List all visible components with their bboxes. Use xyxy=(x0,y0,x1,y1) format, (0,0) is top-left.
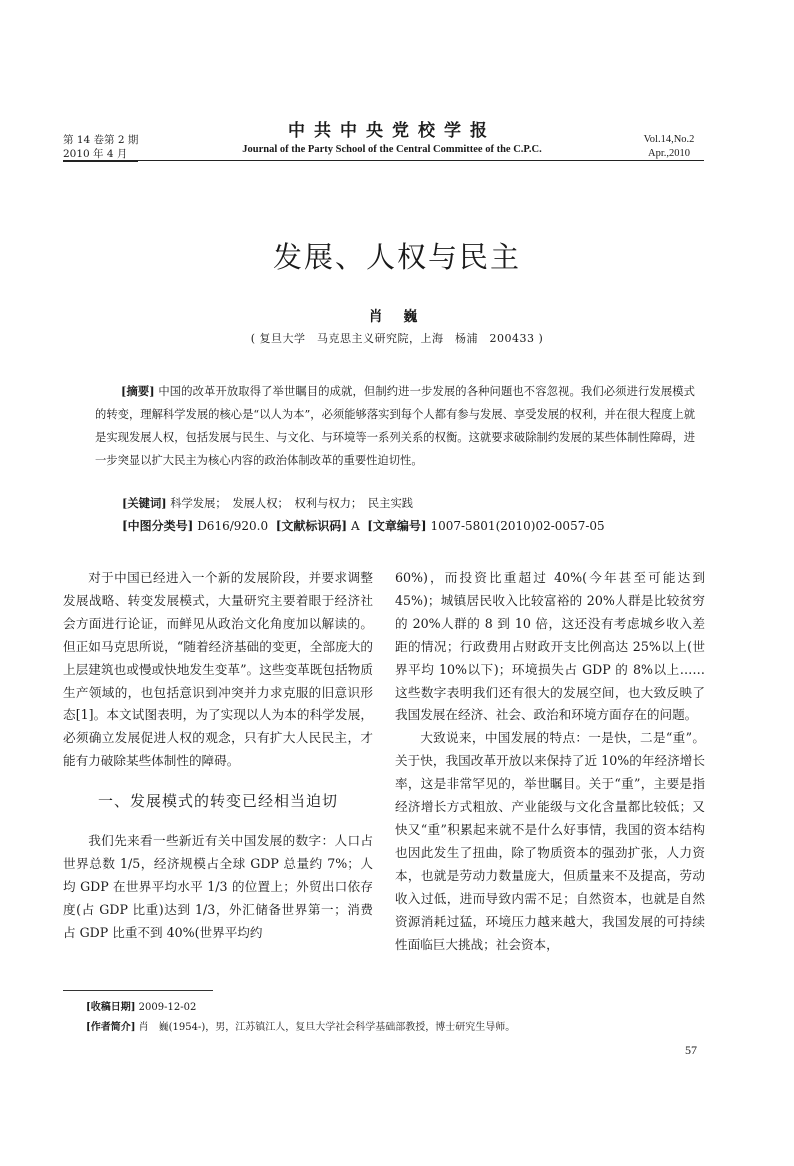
keywords-label: [关键词] xyxy=(122,496,167,510)
section-1-heading: 一、发展模式的转变已经相当迫切 xyxy=(97,792,338,810)
issue-volume-cn: 第 14 卷第 2 期 xyxy=(63,134,139,146)
journal-title-en: Journal of the Party School of the Central Committee of the C.P.C. xyxy=(242,144,542,155)
author-bio-label: [作者简介] xyxy=(86,1022,136,1033)
abstract xyxy=(95,380,695,472)
page-number: 57 xyxy=(685,1043,697,1057)
issue-date-en: Apr.,2010 xyxy=(648,148,690,159)
article-title: 发展、人权与民主 xyxy=(272,240,521,274)
clc-label: [中图分类号] xyxy=(122,519,194,533)
clc-value: D616/920.0 xyxy=(197,519,269,533)
article-no-value: 1007-5801(2010)02-0057-05 xyxy=(430,519,605,533)
keywords-text: 科学发展； 发展人权； 权利与权力； 民主实践 xyxy=(170,497,414,510)
author-affiliation: ( 复旦大学 马克思主义研究院，上海 杨浦 200433 ) xyxy=(250,332,544,345)
issue-info-cn xyxy=(63,133,138,162)
footnotes xyxy=(86,998,515,1038)
issue-date-cn: 2010 年 4 月 xyxy=(63,147,138,162)
abstract-text: 中国的改革开放取得了举世瞩目的成就，但制约进一步发展的各种问题也不容忽视。我们必须进行发展模式的转变，理解科学发展的核心是“以人为本”，必须能够落实到每个人都有参与发展、享受发展的权利，并在很大程度上就是实现发展人权，包括发展与民生、与文化、与环境等一系列关系的权衡。这就要求破除制约发展的某些体制性障碍，进一步突显以扩大民主为核心内容的政治体制改革的重要性迫切性。 xyxy=(95,385,695,467)
journal-masthead xyxy=(190,120,594,158)
continued-paragraph: 60%)，而投资比重超过 40%(今年甚至可能达到 45%)；城镇居民收入比较富裕的 20%人群是比较贫穷的 20%人群的 8 到 10 倍，这还没有考虑城乡收入差距的情况；行政费用占财政开支比例高达 25%以上(世界平均 10%以下)；环境损失占 GDP 的 8%以上……这些数字表明我们还有很大的发展空间，也大致反映了我国发展在经济、社会、政治和环境方面存在的问题。 xyxy=(395,570,705,723)
received-date: 2009-12-02 xyxy=(138,1002,197,1013)
header-rule xyxy=(63,160,704,161)
received-label: [收稿日期] xyxy=(86,1002,136,1013)
doc-code-value: A xyxy=(350,519,360,533)
body-left-column xyxy=(63,567,373,773)
author-bio-line xyxy=(86,1018,515,1038)
abstract-label: [摘要] xyxy=(120,384,155,398)
keywords-line xyxy=(122,495,413,511)
article-no-label: [文章编号] xyxy=(367,519,427,533)
classification-line xyxy=(122,517,605,534)
footnote-rule xyxy=(63,990,213,991)
author-bio: 肖 巍(1954-)，男，江苏镇江人，复旦大学社会科学基础部教授，博士研究生导师。 xyxy=(138,1022,516,1033)
issue-volume-en: Vol.14,No.2 xyxy=(643,134,695,145)
body-right-column xyxy=(395,567,705,956)
doc-code-label: [文献标识码] xyxy=(275,519,348,533)
body-left-column-lower xyxy=(63,830,373,945)
article-author: 肖 巍 xyxy=(368,309,426,325)
issue-info-en xyxy=(634,133,704,161)
journal-title-cn: 中共中央党校学报 xyxy=(288,121,496,141)
section-1-paragraph: 我们先来看一些新近有关中国发展的数字：人口占世界总数 1/5，经济规模占全球 GDP 总量约 7%；人均 GDP 在世界平均水平 1/3 的位置上；外贸出口依存度(占 GDP 比重)达到 1/3，外汇储备世界第一；消费占 GDP 比重不到 40%(世界平均约 xyxy=(63,833,373,940)
intro-paragraph: 对于中国已经进入一个新的发展阶段，并要求调整发展战略、转变发展模式，大量研究主要着眼于经济社会方面进行论证，而鲜见从政治文化角度加以解读的。但正如马克思所说，“随着经济基础的变更，全部庞大的上层建筑也或慢或快地发生变革”。这些变革既包括物质生产领域的，也包括意识到冲突并力求克服的旧意识形态[1]。本文试图表明，为了实现以人为本的科学发展，必须确立发展促进人权的观念，只有扩大人民民主，才能有力破除某些体制性的障碍。 xyxy=(63,570,373,769)
received-date-line xyxy=(86,998,515,1018)
development-features-paragraph: 大致说来，中国发展的特点：一是快，二是“重”。关于快，我国改革开放以来保持了近 10%的年经济增长率，这是非常罕见的，举世瞩目。关于“重”，主要是指经济增长方式粗放、产业能级与文化含量都比较低；又快又“重”积累起来就不是什么好事情，我国的资本结构也因此发生了扭曲，除了物质资本的强劲扩张，人力资本，也就是劳动力数量庞大，但质量来不及提高，劳动收入过低，进而导致内需不足；自然资本，也就是自然资源消耗过猛，环境压力越来越大，我国发展的可持续性面临巨大挑战；社会资本， xyxy=(395,730,705,952)
